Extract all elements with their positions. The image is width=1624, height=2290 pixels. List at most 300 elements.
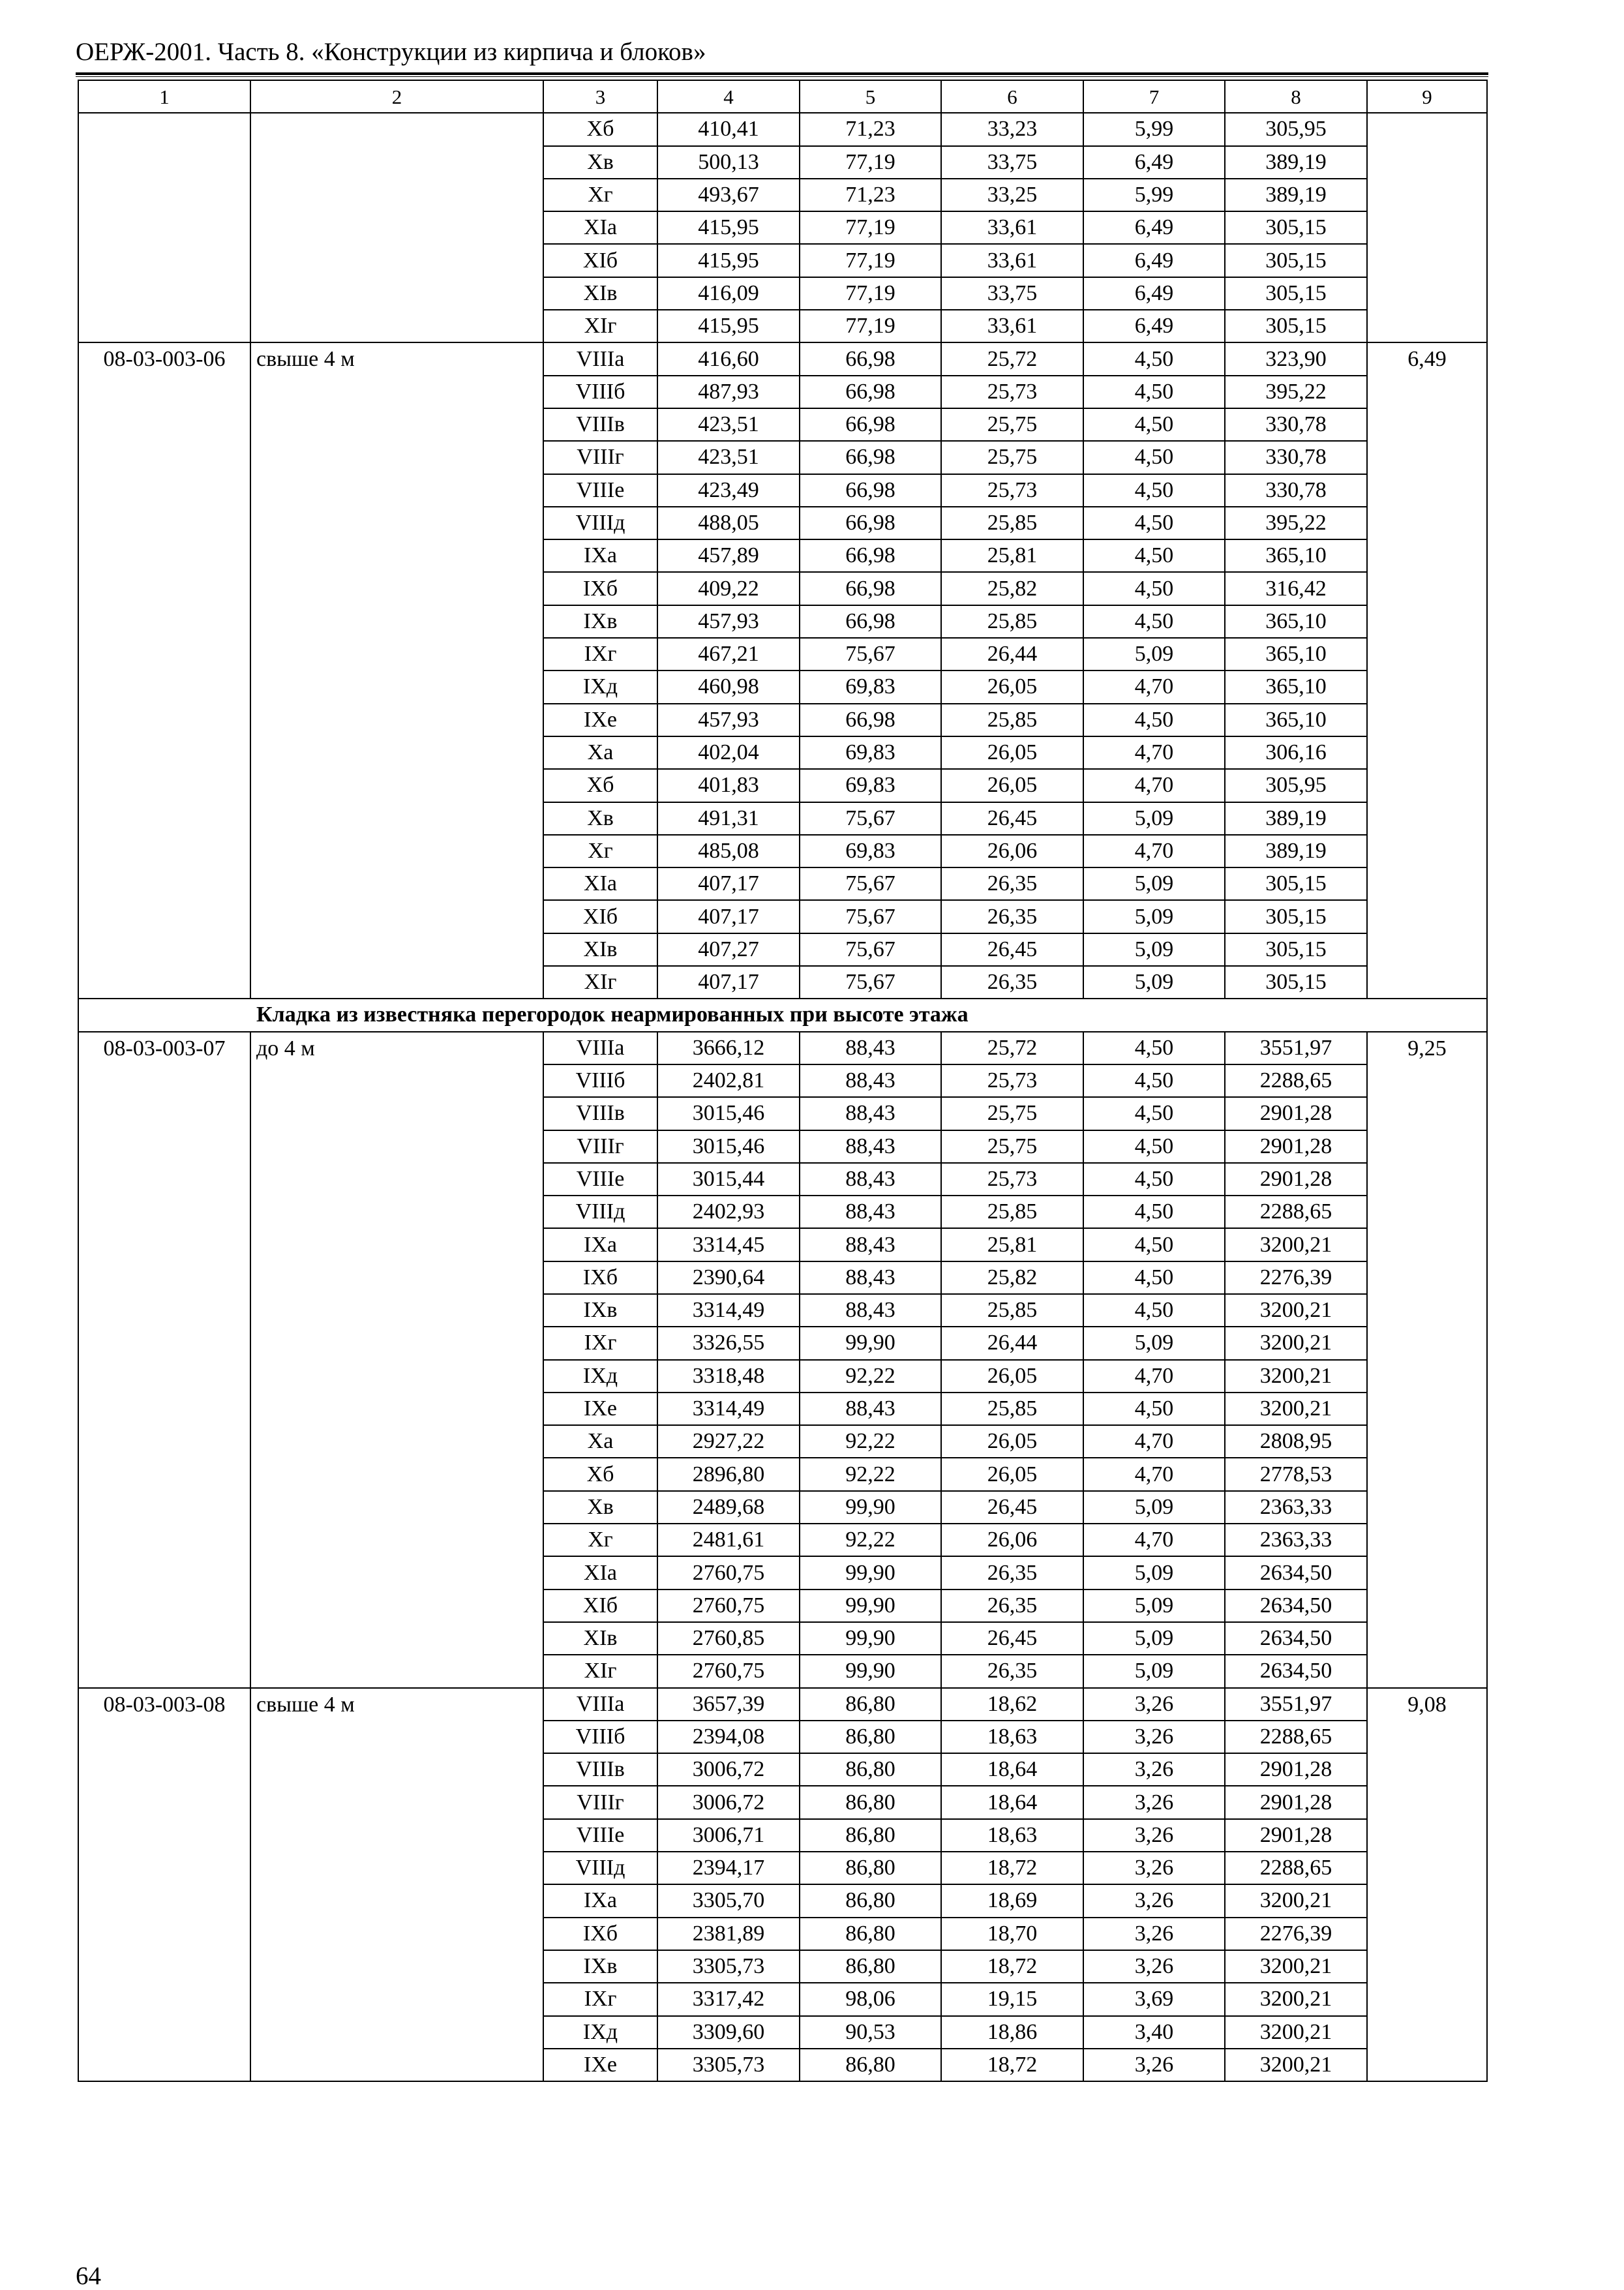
- value-cell: 2634,50: [1225, 1622, 1367, 1655]
- value-cell: 5,09: [1083, 1327, 1225, 1359]
- value-cell: 395,22: [1225, 507, 1367, 539]
- value-cell: 33,25: [941, 179, 1083, 211]
- value-cell: 4,50: [1083, 1064, 1225, 1097]
- zone-cell: XIв: [543, 1622, 657, 1655]
- value-cell: 92,22: [800, 1524, 941, 1556]
- zone-cell: Ха: [543, 736, 657, 769]
- value-cell: 4,50: [1083, 605, 1225, 638]
- value-cell: 18,63: [941, 1721, 1083, 1753]
- value-cell: 25,73: [941, 376, 1083, 408]
- value-cell: 2901,28: [1225, 1786, 1367, 1818]
- value-cell: 92,22: [800, 1425, 941, 1458]
- value-cell: 26,05: [941, 1360, 1083, 1393]
- value-cell: 3317,42: [657, 1983, 800, 2015]
- value-cell: 305,15: [1225, 900, 1367, 933]
- value-cell: 33,61: [941, 211, 1083, 244]
- value-cell: 3,26: [1083, 1852, 1225, 1884]
- zone-cell: VIIIе: [543, 1819, 657, 1852]
- value-cell: 2760,75: [657, 1589, 800, 1622]
- value-cell: 26,35: [941, 867, 1083, 900]
- header-rule-thin: [76, 76, 1488, 77]
- value-cell: 2276,39: [1225, 1261, 1367, 1294]
- value-cell: 88,43: [800, 1393, 941, 1425]
- value-cell: 3,26: [1083, 1786, 1225, 1818]
- value-cell: 365,10: [1225, 670, 1367, 703]
- zone-cell: IXа: [543, 539, 657, 572]
- value-cell: 66,98: [800, 572, 941, 605]
- value-cell: 3200,21: [1225, 1327, 1367, 1359]
- value-cell: 4,50: [1083, 507, 1225, 539]
- value-cell: 99,90: [800, 1327, 941, 1359]
- value-cell: 25,85: [941, 507, 1083, 539]
- value-cell: 3,26: [1083, 1950, 1225, 1983]
- value-cell: 77,19: [800, 277, 941, 310]
- value-cell: 77,19: [800, 146, 941, 179]
- value-cell: 4,50: [1083, 408, 1225, 441]
- value-cell: 3305,70: [657, 1884, 800, 1917]
- value-cell: 2288,65: [1225, 1852, 1367, 1884]
- rate-code-cell: 08-03-003-07: [78, 1032, 250, 1688]
- value-cell: 33,61: [941, 244, 1083, 277]
- value-cell: 26,35: [941, 1655, 1083, 1687]
- value-cell: 2402,93: [657, 1196, 800, 1228]
- value-cell: 4,50: [1083, 1196, 1225, 1228]
- value-cell: 25,82: [941, 572, 1083, 605]
- value-cell: 26,44: [941, 1327, 1083, 1359]
- value-cell: 25,81: [941, 1228, 1083, 1261]
- value-cell: 5,09: [1083, 1622, 1225, 1655]
- value-cell: 415,95: [657, 310, 800, 342]
- value-cell: 26,05: [941, 769, 1083, 802]
- column-header: 2: [250, 80, 543, 113]
- value-cell: 423,51: [657, 441, 800, 474]
- value-cell: 3200,21: [1225, 2049, 1367, 2081]
- zone-cell: XIг: [543, 1655, 657, 1687]
- value-cell: 6,49: [1083, 244, 1225, 277]
- value-cell: 99,90: [800, 1556, 941, 1589]
- value-cell: 488,05: [657, 507, 800, 539]
- value-cell: 3006,72: [657, 1753, 800, 1786]
- value-cell: 2760,85: [657, 1622, 800, 1655]
- zone-cell: XIб: [543, 244, 657, 277]
- value-cell: 26,45: [941, 802, 1083, 835]
- section-title: Кладка из известняка перегородок неармированных при высоте этажа: [78, 999, 1487, 1031]
- value-cell: 4,70: [1083, 1425, 1225, 1458]
- zone-cell: XIа: [543, 211, 657, 244]
- value-cell: 69,83: [800, 769, 941, 802]
- zone-cell: Хг: [543, 835, 657, 867]
- value-cell: 3314,45: [657, 1228, 800, 1261]
- value-cell: 305,95: [1225, 769, 1367, 802]
- value-cell: 19,15: [941, 1983, 1083, 2015]
- value-cell: 305,15: [1225, 867, 1367, 900]
- value-cell: 71,23: [800, 113, 941, 145]
- value-cell: 99,90: [800, 1622, 941, 1655]
- value-cell: 3200,21: [1225, 1884, 1367, 1917]
- zone-cell: IXг: [543, 1983, 657, 2015]
- value-cell: 99,90: [800, 1589, 941, 1622]
- value-cell: 5,09: [1083, 966, 1225, 999]
- value-cell: 4,50: [1083, 1228, 1225, 1261]
- value-cell: 25,75: [941, 1097, 1083, 1130]
- value-cell: 26,45: [941, 1491, 1083, 1524]
- zone-cell: Хб: [543, 1458, 657, 1490]
- value-cell: 25,81: [941, 539, 1083, 572]
- value-cell: 3314,49: [657, 1294, 800, 1327]
- value-cell: 365,10: [1225, 704, 1367, 736]
- value-cell: 500,13: [657, 146, 800, 179]
- value-cell: 423,51: [657, 408, 800, 441]
- value-cell: 66,98: [800, 408, 941, 441]
- value-cell: 416,60: [657, 342, 800, 375]
- value-cell: 66,98: [800, 539, 941, 572]
- zone-cell: IXд: [543, 1360, 657, 1393]
- zone-cell: VIIIг: [543, 441, 657, 474]
- value-cell: 25,75: [941, 441, 1083, 474]
- value-cell: 409,22: [657, 572, 800, 605]
- value-cell: 3006,71: [657, 1819, 800, 1852]
- column-header: 8: [1225, 80, 1367, 113]
- column-header: 5: [800, 80, 941, 113]
- value-cell: 3015,44: [657, 1163, 800, 1196]
- value-cell: 457,93: [657, 704, 800, 736]
- value-cell: 4,70: [1083, 769, 1225, 802]
- zone-cell: Хб: [543, 113, 657, 145]
- value-cell: 18,64: [941, 1786, 1083, 1818]
- value-cell: 330,78: [1225, 474, 1367, 507]
- zone-cell: Хб: [543, 769, 657, 802]
- value-cell: 25,75: [941, 408, 1083, 441]
- value-cell: 5,09: [1083, 900, 1225, 933]
- value-cell: 18,86: [941, 2016, 1083, 2049]
- value-cell: 365,10: [1225, 605, 1367, 638]
- value-cell: 75,67: [800, 638, 941, 670]
- value-cell: 5,09: [1083, 802, 1225, 835]
- value-cell: 4,70: [1083, 1458, 1225, 1490]
- value-cell: 88,43: [800, 1163, 941, 1196]
- value-cell: 66,98: [800, 474, 941, 507]
- value-cell: 4,50: [1083, 441, 1225, 474]
- value-cell: 25,85: [941, 1294, 1083, 1327]
- value-cell: 2363,33: [1225, 1491, 1367, 1524]
- value-cell: 18,62: [941, 1688, 1083, 1721]
- zone-cell: IXд: [543, 2016, 657, 2049]
- zone-cell: IXа: [543, 1884, 657, 1917]
- zone-cell: Хв: [543, 802, 657, 835]
- value-cell: 2394,17: [657, 1852, 800, 1884]
- value-cell: 6,49: [1083, 211, 1225, 244]
- value-cell: 305,95: [1225, 113, 1367, 145]
- value-cell: 25,85: [941, 1393, 1083, 1425]
- value-cell: 3309,60: [657, 2016, 800, 2049]
- value-cell: 86,80: [800, 1688, 941, 1721]
- value-cell: 3326,55: [657, 1327, 800, 1359]
- value-cell: 2760,75: [657, 1556, 800, 1589]
- value-cell: 4,50: [1083, 1294, 1225, 1327]
- value-cell: 3551,97: [1225, 1032, 1367, 1064]
- value-cell: 460,98: [657, 670, 800, 703]
- value-cell: 3,26: [1083, 1918, 1225, 1950]
- value-cell: 69,83: [800, 835, 941, 867]
- zone-cell: VIIIа: [543, 1032, 657, 1064]
- value-cell: 3318,48: [657, 1360, 800, 1393]
- value-cell: 2901,28: [1225, 1097, 1367, 1130]
- value-cell: 26,35: [941, 1589, 1083, 1622]
- zone-cell: XIб: [543, 900, 657, 933]
- column-header: 1: [78, 80, 250, 113]
- value-cell: 305,15: [1225, 211, 1367, 244]
- value-cell: 5,09: [1083, 1556, 1225, 1589]
- value-cell: 86,80: [800, 1819, 941, 1852]
- value-cell: 4,50: [1083, 474, 1225, 507]
- value-cell: 2901,28: [1225, 1819, 1367, 1852]
- value-cell: 86,80: [800, 2049, 941, 2081]
- zone-cell: IXд: [543, 670, 657, 703]
- value-cell: 316,42: [1225, 572, 1367, 605]
- zone-cell: VIIIб: [543, 1721, 657, 1753]
- value-cell: 4,50: [1083, 1393, 1225, 1425]
- value-cell: 33,61: [941, 310, 1083, 342]
- value-cell: 92,22: [800, 1360, 941, 1393]
- rates-table: [78, 80, 1488, 2082]
- value-cell: 26,05: [941, 736, 1083, 769]
- value-cell: 18,72: [941, 2049, 1083, 2081]
- rate-description-cell: до 4 м: [250, 1032, 543, 1688]
- value-cell: 2778,53: [1225, 1458, 1367, 1490]
- value-cell: 88,43: [800, 1261, 941, 1294]
- value-cell: 3,40: [1083, 2016, 1225, 2049]
- value-cell: 4,50: [1083, 376, 1225, 408]
- column-header: 7: [1083, 80, 1225, 113]
- column-header: 4: [657, 80, 800, 113]
- value-cell: 3,26: [1083, 1688, 1225, 1721]
- value-cell: 4,70: [1083, 1524, 1225, 1556]
- value-cell: 2402,81: [657, 1064, 800, 1097]
- zone-cell: IXв: [543, 605, 657, 638]
- value-cell: 18,69: [941, 1884, 1083, 1917]
- zone-cell: VIIIа: [543, 1688, 657, 1721]
- value-cell: 415,95: [657, 244, 800, 277]
- value-cell: 99,90: [800, 1655, 941, 1687]
- value-cell: 2288,65: [1225, 1196, 1367, 1228]
- value-cell: 26,44: [941, 638, 1083, 670]
- value-cell: 3200,21: [1225, 1228, 1367, 1261]
- value-cell: 2896,80: [657, 1458, 800, 1490]
- value-cell: 86,80: [800, 1753, 941, 1786]
- column-header: 9: [1367, 80, 1487, 113]
- value-cell: 26,05: [941, 1458, 1083, 1490]
- value-cell: 4,50: [1083, 1097, 1225, 1130]
- column-header-row: [78, 80, 1487, 113]
- value-cell: 2390,64: [657, 1261, 800, 1294]
- value-cell: 389,19: [1225, 146, 1367, 179]
- value-cell: 3,69: [1083, 1983, 1225, 2015]
- value-cell: 66,98: [800, 441, 941, 474]
- value-cell: 330,78: [1225, 441, 1367, 474]
- value-cell: 26,45: [941, 933, 1083, 966]
- value-cell: 25,75: [941, 1130, 1083, 1163]
- value-cell: 305,15: [1225, 933, 1367, 966]
- value-cell: 2481,61: [657, 1524, 800, 1556]
- zone-cell: IXб: [543, 1261, 657, 1294]
- value-cell: 3,26: [1083, 1884, 1225, 1917]
- zone-cell: IXб: [543, 572, 657, 605]
- page-number: 64: [76, 2262, 101, 2290]
- value-cell: 2901,28: [1225, 1163, 1367, 1196]
- value-cell: 18,64: [941, 1753, 1083, 1786]
- zone-cell: XIв: [543, 933, 657, 966]
- value-cell: 25,85: [941, 605, 1083, 638]
- zone-cell: VIIIб: [543, 1064, 657, 1097]
- rate-description-cell: [250, 113, 543, 342]
- value-cell: 88,43: [800, 1294, 941, 1327]
- value-cell: 5,09: [1083, 867, 1225, 900]
- value-cell: 26,35: [941, 966, 1083, 999]
- value-cell: 423,49: [657, 474, 800, 507]
- value-cell: 2901,28: [1225, 1130, 1367, 1163]
- value-cell: 3015,46: [657, 1130, 800, 1163]
- value-cell: 33,75: [941, 277, 1083, 310]
- value-cell: 3006,72: [657, 1786, 800, 1818]
- value-cell: 4,50: [1083, 572, 1225, 605]
- value-cell: 18,72: [941, 1852, 1083, 1884]
- value-cell: 5,09: [1083, 1589, 1225, 1622]
- zone-cell: VIIIг: [543, 1786, 657, 1818]
- zone-cell: VIIIд: [543, 1852, 657, 1884]
- table-row: [78, 1032, 1487, 1064]
- value-cell: 88,43: [800, 1064, 941, 1097]
- value-cell: 88,43: [800, 1130, 941, 1163]
- value-cell: 305,15: [1225, 310, 1367, 342]
- value-cell: 88,43: [800, 1097, 941, 1130]
- value-cell: 389,19: [1225, 835, 1367, 867]
- zone-cell: VIIIа: [543, 342, 657, 375]
- value-cell: 401,83: [657, 769, 800, 802]
- value-cell: 33,23: [941, 113, 1083, 145]
- value-cell: 18,72: [941, 1950, 1083, 1983]
- col9-cell: 9,08: [1367, 1688, 1487, 2082]
- value-cell: 26,06: [941, 1524, 1083, 1556]
- value-cell: 323,90: [1225, 342, 1367, 375]
- value-cell: 491,31: [657, 802, 800, 835]
- zone-cell: XIг: [543, 966, 657, 999]
- zone-cell: Хв: [543, 146, 657, 179]
- value-cell: 5,09: [1083, 638, 1225, 670]
- value-cell: 26,05: [941, 670, 1083, 703]
- value-cell: 2394,08: [657, 1721, 800, 1753]
- value-cell: 90,53: [800, 2016, 941, 2049]
- value-cell: 26,35: [941, 1556, 1083, 1589]
- rate-description-cell: свыше 4 м: [250, 342, 543, 999]
- value-cell: 5,99: [1083, 179, 1225, 211]
- value-cell: 98,06: [800, 1983, 941, 2015]
- value-cell: 86,80: [800, 1852, 941, 1884]
- value-cell: 2901,28: [1225, 1753, 1367, 1786]
- value-cell: 416,09: [657, 277, 800, 310]
- value-cell: 18,63: [941, 1819, 1083, 1852]
- value-cell: 33,75: [941, 146, 1083, 179]
- rate-code-cell: [78, 113, 250, 342]
- zone-cell: VIIIе: [543, 474, 657, 507]
- value-cell: 77,19: [800, 310, 941, 342]
- table-row: [78, 113, 1487, 145]
- value-cell: 467,21: [657, 638, 800, 670]
- value-cell: 3200,21: [1225, 1393, 1367, 1425]
- zone-cell: IXг: [543, 638, 657, 670]
- zone-cell: VIIIе: [543, 1163, 657, 1196]
- value-cell: 410,41: [657, 113, 800, 145]
- value-cell: 4,50: [1083, 539, 1225, 572]
- value-cell: 2927,22: [657, 1425, 800, 1458]
- table-row: [78, 1688, 1487, 1721]
- value-cell: 4,50: [1083, 342, 1225, 375]
- value-cell: 5,99: [1083, 113, 1225, 145]
- header-rule-thick: [76, 72, 1488, 75]
- value-cell: 66,98: [800, 704, 941, 736]
- value-cell: 2288,65: [1225, 1721, 1367, 1753]
- value-cell: 26,06: [941, 835, 1083, 867]
- value-cell: 86,80: [800, 1721, 941, 1753]
- value-cell: 4,70: [1083, 1360, 1225, 1393]
- value-cell: 25,82: [941, 1261, 1083, 1294]
- value-cell: 26,05: [941, 1425, 1083, 1458]
- value-cell: 75,67: [800, 933, 941, 966]
- value-cell: 5,09: [1083, 1655, 1225, 1687]
- value-cell: 88,43: [800, 1032, 941, 1064]
- value-cell: 407,27: [657, 933, 800, 966]
- zone-cell: VIIIв: [543, 1097, 657, 1130]
- rate-code-cell: 08-03-003-08: [78, 1688, 250, 2082]
- value-cell: 3314,49: [657, 1393, 800, 1425]
- zone-cell: XIа: [543, 867, 657, 900]
- zone-cell: XIг: [543, 310, 657, 342]
- value-cell: 5,09: [1083, 933, 1225, 966]
- table-body: [78, 80, 1487, 2081]
- value-cell: 3,26: [1083, 1819, 1225, 1852]
- value-cell: 26,35: [941, 900, 1083, 933]
- value-cell: 306,16: [1225, 736, 1367, 769]
- value-cell: 25,73: [941, 474, 1083, 507]
- col9-cell: 9,25: [1367, 1032, 1487, 1688]
- zone-cell: IXа: [543, 1228, 657, 1261]
- zone-cell: IXе: [543, 2049, 657, 2081]
- value-cell: 66,98: [800, 507, 941, 539]
- value-cell: 485,08: [657, 835, 800, 867]
- value-cell: 3305,73: [657, 2049, 800, 2081]
- value-cell: 69,83: [800, 670, 941, 703]
- value-cell: 2634,50: [1225, 1556, 1367, 1589]
- value-cell: 25,85: [941, 704, 1083, 736]
- zone-cell: IXв: [543, 1950, 657, 1983]
- rate-code-cell: 08-03-003-06: [78, 342, 250, 999]
- value-cell: 99,90: [800, 1491, 941, 1524]
- zone-cell: XIа: [543, 1556, 657, 1589]
- value-cell: 75,67: [800, 966, 941, 999]
- value-cell: 77,19: [800, 244, 941, 277]
- value-cell: 305,15: [1225, 277, 1367, 310]
- col9-cell: 6,49: [1367, 342, 1487, 999]
- value-cell: 407,17: [657, 966, 800, 999]
- value-cell: 4,50: [1083, 1163, 1225, 1196]
- value-cell: 395,22: [1225, 376, 1367, 408]
- value-cell: 3,26: [1083, 1721, 1225, 1753]
- value-cell: 4,50: [1083, 1261, 1225, 1294]
- zone-cell: IXе: [543, 1393, 657, 1425]
- value-cell: 25,73: [941, 1163, 1083, 1196]
- section-row: [78, 999, 1487, 1031]
- value-cell: 407,17: [657, 900, 800, 933]
- zone-cell: VIIIб: [543, 376, 657, 408]
